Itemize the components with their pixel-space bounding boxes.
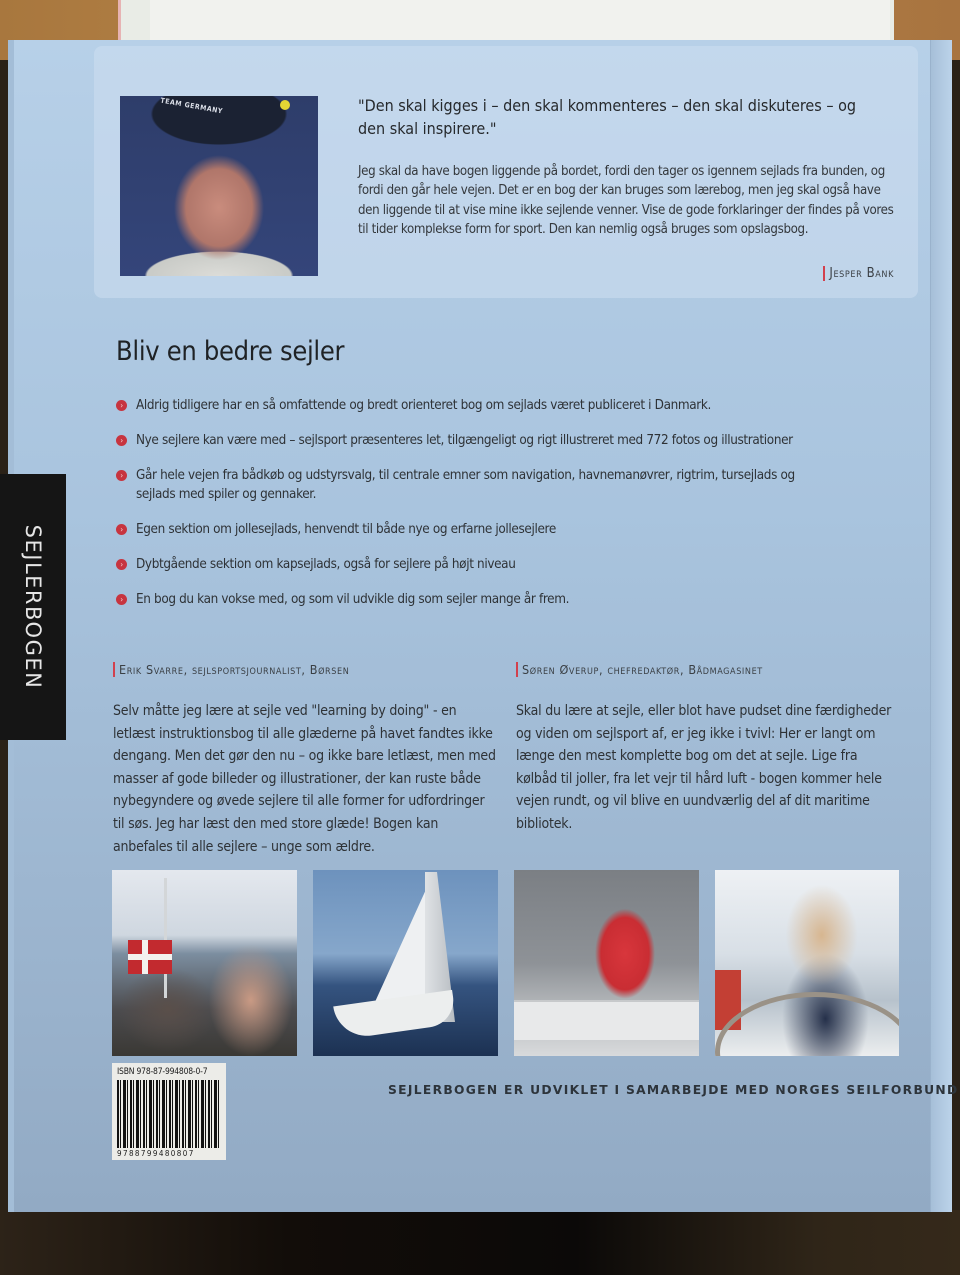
steering-wheel-shape	[715, 992, 899, 1056]
sailboat-heeling-photo	[313, 870, 498, 1056]
isbn-barcode	[112, 1063, 226, 1160]
review-body: Skal du lære at sejle, eller blot have pudset dine færdigheder og viden om sejlsport af, er jeg ikke i tvivl: Her er langt om længe den mest komplette bog om det at sejle. Lige fra kølbåd til joller, fra let vejr til hård luft - bogen kommer hele vejen rundt, og vil blive en uundværlig del af dit maritime bibliotek.	[516, 703, 892, 832]
bullet-arrow-icon: ›	[116, 594, 127, 605]
feature-text: Går hele vejen fra bådkøb og udstyrsvalg, til centrale emner som navigation, havnemanøvrer, rigtrim, tursejlads og sejlads med spiler og gennaker.	[136, 468, 795, 502]
feature-text: Nye sejlere kan være med – sejlsport præsenteres let, tilgængeligt og rigt illustreret med 772 fotos og illustrationer	[136, 433, 793, 448]
cap-logo-icon	[280, 100, 290, 110]
dinghy-sailor-photo	[514, 870, 699, 1056]
hull-shape	[333, 990, 457, 1040]
spine-title-label	[0, 474, 66, 740]
mast-shape	[164, 878, 167, 998]
bullet-arrow-icon: ›	[116, 400, 127, 411]
feature-item	[116, 396, 816, 415]
feature-item	[116, 466, 816, 504]
section-title: Bliv en bedre sejler	[116, 336, 345, 367]
quote-body: Jeg skal da have bogen liggende på bordet, fordi den tager os igennem sejlads fra bunden, og fordi den går hele vejen. Det er en bog der kan bruges som lærebog, men jeg skal også have den liggende til at vise mine ikke sejlende venner. Vise de gode forklaringer der findes på vores til tider komplekse form for sport. Den kan nemlig også bruges som opslagsbog.	[358, 164, 894, 237]
bullet-arrow-icon: ›	[116, 559, 127, 570]
dinghy-hull-shape	[514, 1000, 699, 1040]
feature-item	[116, 431, 816, 450]
helmswoman-photo	[715, 870, 899, 1056]
paper-sheet-inner	[150, 0, 890, 44]
dark-floor-background	[0, 1210, 960, 1275]
feature-item	[116, 520, 816, 539]
partner-note: SEJLERBOGEN ER UDVIKLET I SAMARBEJDE MED NORGES SEILFORBUND	[388, 1083, 959, 1097]
review-attribution: Søren Øverup, chefredaktør, Bådmagasinet	[516, 662, 896, 677]
bullet-arrow-icon: ›	[116, 524, 127, 535]
crew-on-deck-photo	[112, 870, 297, 1056]
spine-title-text: SEJLERBOGEN	[21, 524, 45, 690]
review-soren-overup	[516, 662, 896, 836]
feature-text: Dybtgående sektion om kapsejlads, også for sejlere på højt niveau	[136, 557, 516, 572]
feature-item	[116, 555, 816, 574]
feature-text: En bog du kan vokse med, og som vil udvikle dig som sejler mange år frem.	[136, 592, 570, 607]
feature-list	[116, 396, 816, 625]
portrait-photo	[120, 96, 318, 276]
feature-text: Aldrig tidligere har en så omfattende og bredt orienteret bog om sejlads været publiceret i Danmark.	[136, 398, 712, 413]
portrait-cap-text: TEAM GERMANY	[159, 96, 224, 116]
feature-item	[116, 590, 816, 609]
review-erik-svarre	[113, 662, 498, 858]
isbn-number: ISBN 978-87-994808-0-7	[117, 1067, 208, 1077]
danish-flag-shape	[128, 940, 172, 974]
review-body: Selv måtte jeg lære at sejle ved "learning by doing" - en letlæst instruktionsbog til alle glæderne på havet fandtes ikke dengang. Men det gør den nu – og ikke bare letlæst, men med masser af gode billeder og illustrationer, der kan ruste både nybegyndere og øvede sejlere til alle former for udfordringer til søs. Jeg har læst den med store glæde! Bogen kan anbefales til alle sejlere – unge som ældre.	[113, 703, 496, 855]
feature-text: Egen sektion om jollesejlads, henvendt til både nye og erfarne jollesejlere	[136, 522, 556, 537]
review-attribution: Erik Svarre, sejlsportsjournalist, Børsen	[113, 662, 498, 677]
bullet-arrow-icon: ›	[116, 470, 127, 481]
barcode-digits: 9788799480807	[117, 1149, 195, 1158]
bullet-arrow-icon: ›	[116, 435, 127, 446]
quote-attribution: Jesper Bank	[823, 266, 894, 281]
quote-title: "Den skal kigges i – den skal kommenteres – den skal diskuteres – og den skal inspirere."	[358, 96, 857, 138]
cover-spine-edge	[930, 40, 952, 1212]
barcode-bars-icon	[117, 1080, 221, 1148]
